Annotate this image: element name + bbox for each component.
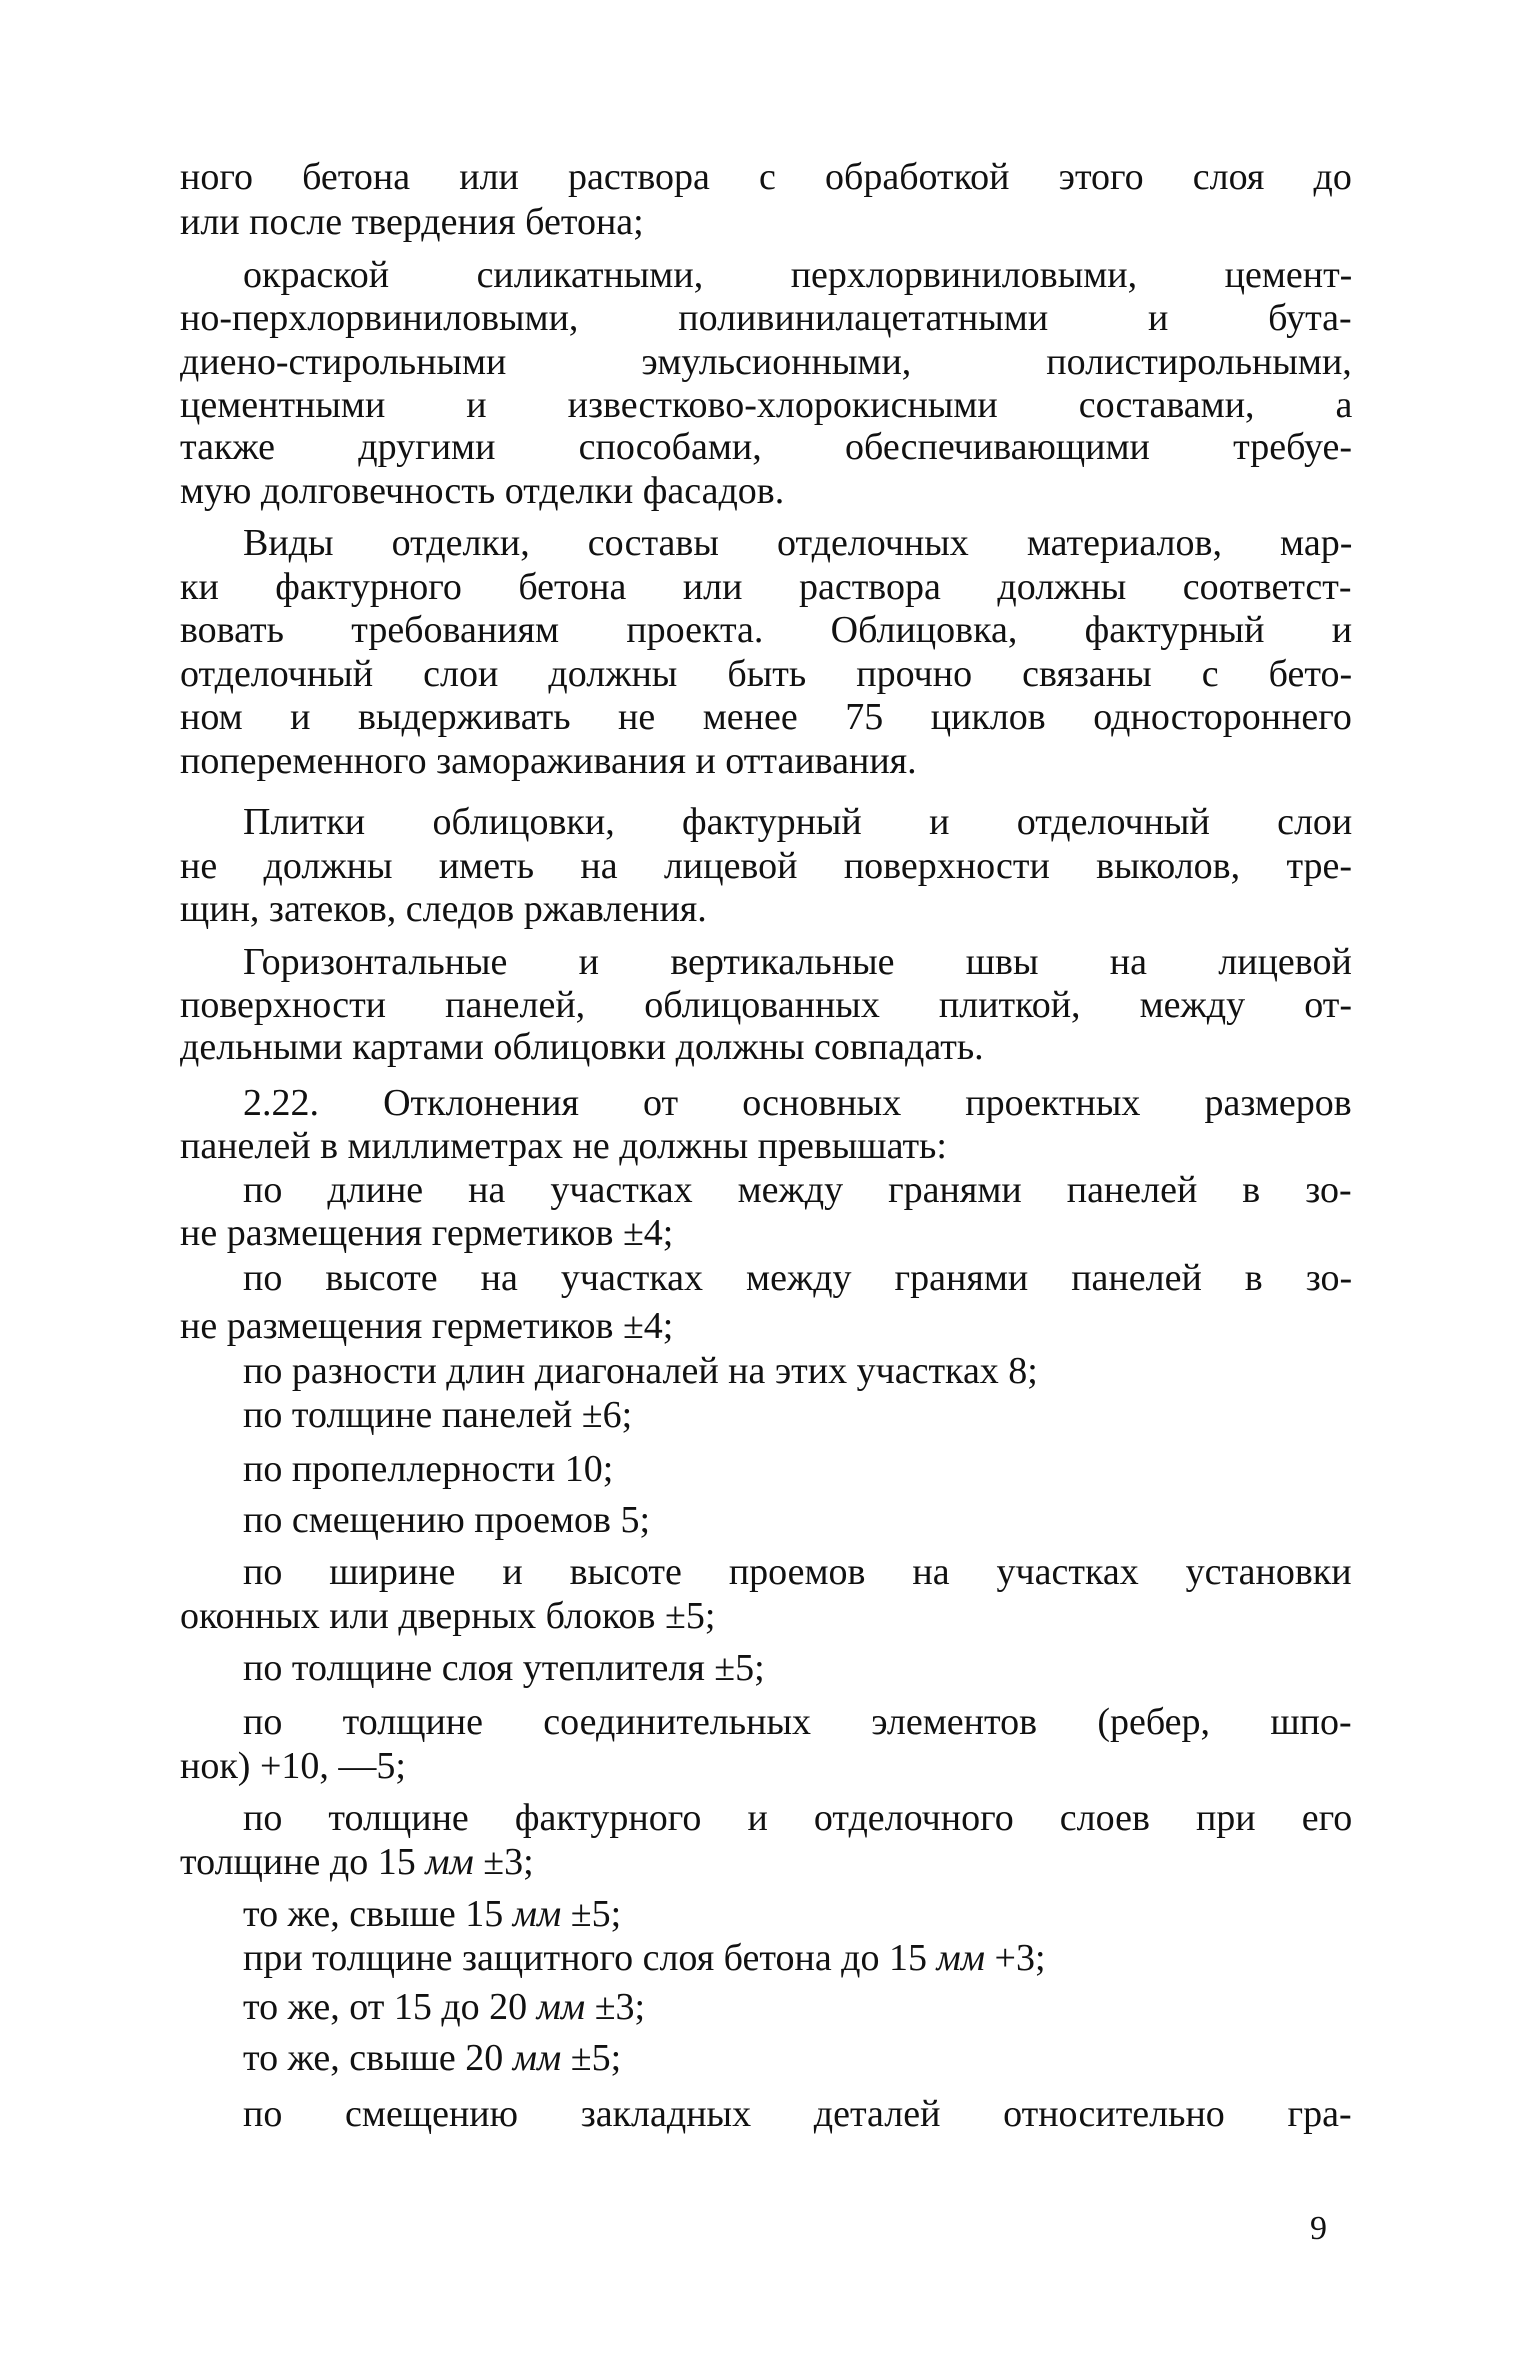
text-line — [180, 1744, 406, 1788]
unit-text: мм — [536, 1986, 586, 2028]
text-line — [180, 695, 1352, 739]
text-line — [243, 1498, 650, 1542]
text-line — [243, 1550, 1352, 1594]
text-line — [180, 739, 917, 783]
text-line — [243, 1936, 1046, 1980]
text-line — [180, 1840, 534, 1884]
text-line — [180, 469, 784, 513]
line-text: Плитки облицовки, фактурный и отделочный слои — [243, 801, 1353, 843]
line-text: ±3; — [473, 1840, 534, 1883]
text-line — [243, 940, 1352, 984]
line-text: по высоте на участках между гранями панелей в зо- — [243, 1257, 1353, 1299]
text-line — [180, 1025, 984, 1069]
text-line — [180, 296, 1352, 340]
text-line — [180, 425, 1352, 469]
line-text: то же, свыше 15 — [243, 1893, 513, 1935]
unit-text: мм — [425, 1840, 474, 1883]
text-line — [180, 652, 1352, 696]
line-text: по смещению закладных деталей относительно гра- — [243, 2092, 1352, 2135]
text-line — [180, 1211, 673, 1255]
text-line — [180, 340, 1352, 384]
text-line — [243, 521, 1352, 565]
line-text: окраской силикатными, перхлорвиниловыми, цемент- — [243, 253, 1353, 296]
text-line — [180, 887, 707, 931]
text-line — [180, 608, 1352, 652]
text-line — [243, 1447, 613, 1491]
line-text: но-перхлорвиниловыми, поливинилацетатными и бута- — [180, 297, 1352, 339]
unit-text: мм — [936, 1936, 986, 1979]
line-text: по смещению проемов 5; — [243, 1498, 651, 1541]
text-line — [180, 1304, 673, 1348]
text-line — [243, 1349, 1038, 1393]
text-line — [243, 2036, 621, 2080]
line-text: цементными и известково-хлорокисными составами, а — [180, 384, 1353, 426]
line-text: ного бетона или раствора с обработкой этого слоя до — [180, 156, 1352, 198]
line-text: по толщине слоя утеплителя ±5; — [243, 1647, 765, 1689]
unit-text: мм — [512, 1893, 562, 1935]
line-text: панелей в миллиметрах не должны превышать: — [180, 1125, 947, 1167]
line-text: не размещения герметиков ±4; — [180, 1305, 674, 1347]
line-text: ±3; — [585, 1986, 646, 2028]
line-text: по разности длин диагоналей на этих участках 8; — [243, 1350, 1038, 1392]
line-text: щин, затеков, следов ржавления. — [180, 888, 707, 930]
line-text: то же, свыше 20 — [243, 2037, 513, 2079]
text-line — [243, 1700, 1352, 1744]
text-line — [243, 1168, 1352, 1212]
line-text: ном и выдерживать не менее 75 циклов одностороннего — [180, 696, 1352, 738]
line-text: то же, от 15 до 20 — [243, 1986, 537, 2028]
line-text: нок) +10, —5; — [180, 1744, 406, 1787]
text-line — [243, 1646, 765, 1690]
text-line — [243, 1985, 645, 2029]
line-text: диено-стирольными эмульсионными, полистирольными, — [180, 340, 1352, 383]
line-text: отделочный слои должны быть прочно связаны с бето- — [180, 652, 1353, 695]
text-line — [180, 200, 644, 244]
line-text: 2.22. Отклонения от основных проектных размеров — [243, 1081, 1352, 1124]
page-number: 9 — [1310, 2210, 1327, 2247]
line-text: по длине на участках между гранями панелей в зо- — [243, 1168, 1352, 1211]
line-text: или после твердения бетона; — [180, 201, 644, 243]
line-text: также другими способами, обеспечивающими требуе- — [180, 426, 1352, 468]
line-text: не должны иметь на лицевой поверхности выколов, тре- — [180, 844, 1353, 887]
line-text: Виды отделки, составы отделочных материалов, мар- — [243, 522, 1353, 564]
text-line — [180, 565, 1352, 609]
text-line — [243, 1393, 632, 1437]
text-line — [243, 1796, 1352, 1840]
text-line — [180, 1594, 715, 1638]
text-line — [243, 1256, 1352, 1300]
line-text: +3; — [985, 1936, 1046, 1979]
text-line — [180, 844, 1352, 888]
text-line — [180, 155, 1352, 199]
line-text: ки фактурного бетона или раствора должны соответст- — [180, 565, 1352, 608]
unit-text: мм — [512, 2037, 562, 2079]
line-text: по толщине соединительных элементов (ребер, шпо- — [243, 1701, 1352, 1743]
line-text: ±5; — [561, 2037, 622, 2079]
text-line — [180, 383, 1352, 427]
line-text: Горизонтальные и вертикальные швы на лицевой — [243, 940, 1352, 983]
line-text: по толщине панелей ±6; — [243, 1393, 633, 1436]
line-text: ±5; — [561, 1893, 622, 1935]
line-text: оконных или дверных блоков ±5; — [180, 1594, 716, 1637]
line-text: попеременного замораживания и оттаивания. — [180, 739, 917, 782]
line-text: поверхности панелей, облицованных плиткой, между от- — [180, 984, 1352, 1026]
line-text: мую долговечность отделки фасадов. — [180, 469, 785, 512]
line-text: по ширине и высоте проемов на участках установки — [243, 1551, 1352, 1593]
line-text: по толщине фактурного и отделочного слоев при его — [243, 1797, 1353, 1839]
text-line — [243, 800, 1352, 844]
text-line — [243, 1892, 621, 1936]
text-line — [180, 983, 1352, 1027]
text-line — [180, 1124, 947, 1168]
text-line — [243, 1081, 1352, 1125]
line-text: не размещения герметиков ±4; — [180, 1212, 674, 1254]
text-line — [243, 253, 1352, 297]
line-text: дельными картами облицовки должны совпадать. — [180, 1026, 984, 1068]
text-line — [243, 2092, 1352, 2136]
line-text: по пропеллерности 10; — [243, 1447, 614, 1490]
line-text: толщине до 15 — [180, 1840, 426, 1883]
line-text: при толщине защитного слоя бетона до 15 — [243, 1936, 937, 1979]
line-text: вовать требованиям проекта. Облицовка, фактурный и — [180, 609, 1353, 651]
